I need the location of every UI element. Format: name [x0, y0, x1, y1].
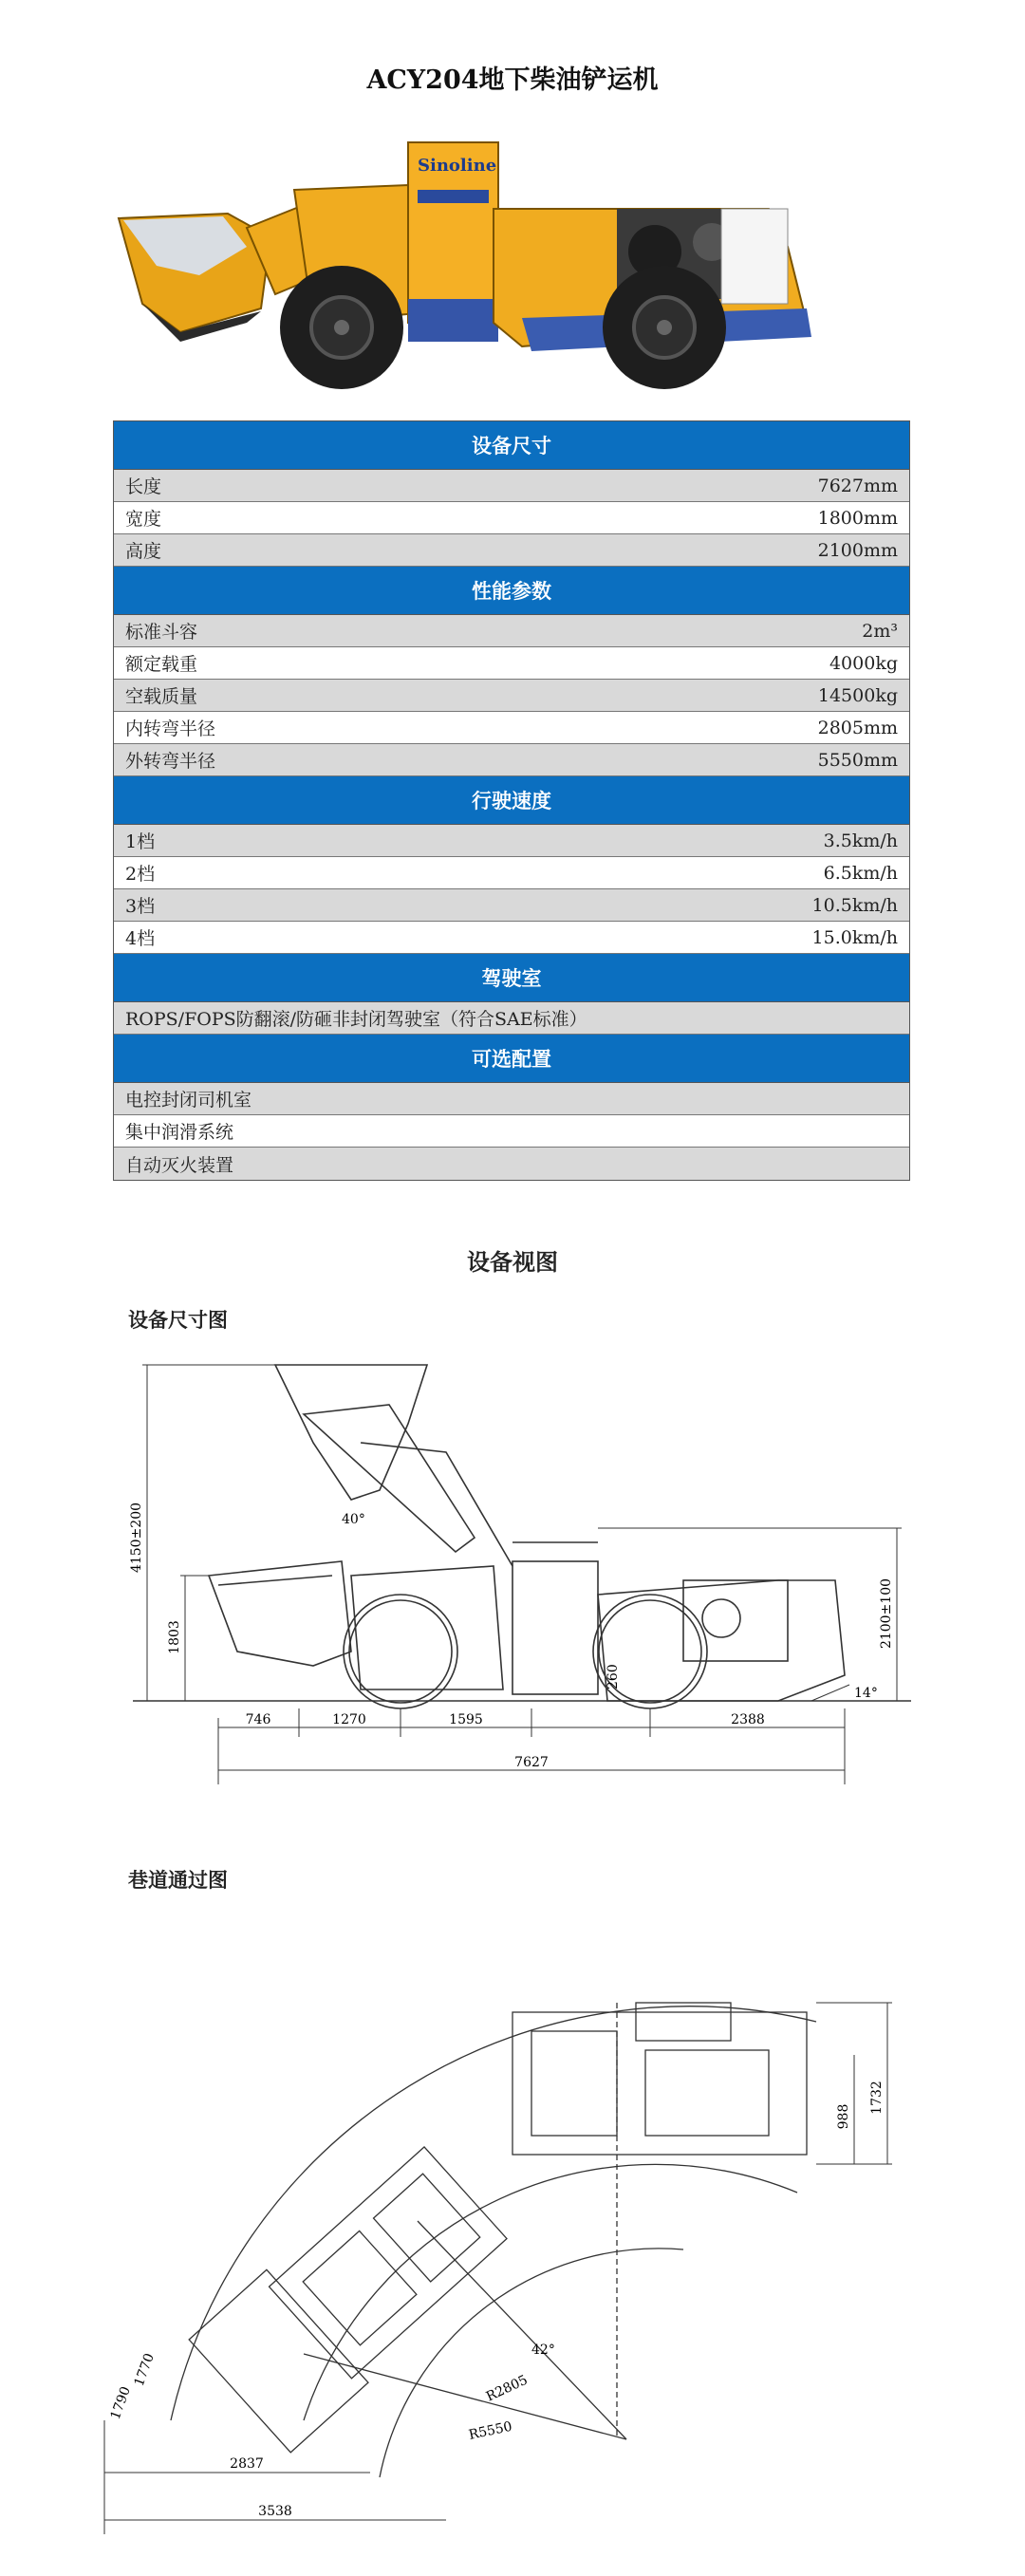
passage-x1: 2837 [230, 2456, 264, 2472]
spec-label: 1档 [125, 831, 156, 852]
dim-seg-1: 746 [245, 1712, 271, 1727]
spec-row-height [114, 534, 909, 567]
passage-width-outer: 1732 [869, 2081, 885, 2115]
spec-value: 3.5km/h [823, 830, 898, 851]
spec-label: 标准斗容 [125, 622, 198, 643]
spec-label: 自动灭火装置 [125, 1154, 234, 1176]
spec-value: 2100mm [817, 539, 898, 561]
spec-label: 集中润滑系统 [125, 1122, 234, 1143]
spec-label: 3档 [125, 896, 156, 917]
spec-label: ROPS/FOPS防翻滚/防砸非封闭驾驶室（符合SAE标准） [125, 1009, 587, 1030]
passage-r-inner: R2805 [483, 2372, 531, 2405]
spec-row-option-fire [114, 1148, 909, 1180]
passage-w2: 1790 [107, 2384, 134, 2422]
dim-seg-4: 2388 [731, 1712, 765, 1727]
dim-ground-clearance: 260 [606, 1664, 621, 1689]
spec-label: 宽度 [125, 509, 162, 530]
spec-value: 10.5km/h [811, 894, 898, 916]
passage-drawing [107, 1908, 930, 2534]
dim-bucket-angle: 40° [342, 1512, 365, 1527]
dim-seg-2: 1270 [332, 1712, 366, 1727]
spec-row-rated-load [114, 647, 909, 680]
spec-value: 1800mm [817, 507, 898, 529]
passage-r-outer: R5550 [467, 2418, 513, 2443]
section-heading-cab: 驾驶室 [114, 954, 909, 1002]
dim-seg-3: 1595 [449, 1712, 483, 1727]
spec-row-gear-4 [114, 922, 909, 954]
section-heading-dimensions: 设备尺寸 [114, 421, 909, 470]
spec-label: 空载质量 [125, 686, 198, 707]
spec-row-width [114, 502, 909, 534]
spec-label: 内转弯半径 [125, 719, 216, 739]
dim-bucket-height: 1803 [167, 1620, 182, 1654]
section-heading-performance: 性能参数 [114, 567, 909, 615]
spec-row-empty-mass [114, 680, 909, 712]
spec-row-gear-1 [114, 825, 909, 857]
spec-row-inner-radius [114, 712, 909, 744]
dim-height: 2100±100 [879, 1577, 894, 1650]
dim-total-height: 4150±200 [129, 1502, 144, 1574]
section-heading-options: 可选配置 [114, 1035, 909, 1083]
spec-label: 高度 [125, 541, 162, 562]
spec-value: 2805mm [817, 717, 898, 738]
spec-label: 额定载重 [125, 654, 198, 675]
spec-label: 长度 [125, 476, 162, 497]
dimension-drawing-title: 设备尺寸图 [128, 1308, 228, 1332]
passage-width-inner: 988 [836, 2103, 851, 2130]
spec-table [113, 420, 910, 1181]
passage-w1: 1770 [131, 2351, 158, 2389]
dim-total-length: 7627 [514, 1755, 549, 1770]
spec-row-option-lube [114, 1115, 909, 1148]
spec-value: 7627mm [817, 475, 898, 496]
spec-value: 14500kg [817, 684, 898, 706]
spec-label: 4档 [125, 928, 156, 949]
spec-label: 2档 [125, 864, 156, 885]
spec-row-gear-3 [114, 889, 909, 922]
passage-angle: 42° [531, 2343, 555, 2358]
spec-value: 4000kg [829, 652, 898, 674]
dimension-drawing [114, 1348, 930, 1784]
spec-row-outer-radius [114, 744, 909, 776]
dim-rear-angle: 14° [854, 1686, 878, 1701]
section-heading-speed: 行驶速度 [114, 776, 909, 825]
spec-row-option-cab [114, 1083, 909, 1115]
spec-row-gear-2 [114, 857, 909, 889]
passage-drawing-title: 巷道通过图 [128, 1868, 228, 1892]
spec-label: 外转弯半径 [125, 751, 216, 772]
views-heading: 设备视图 [467, 1248, 558, 1276]
brand-logo: Sinoline [418, 156, 497, 176]
passage-x2: 3538 [258, 2504, 292, 2519]
spec-value: 15.0km/h [811, 926, 898, 948]
spec-row-cab [114, 1002, 909, 1035]
spec-value: 2m³ [862, 620, 898, 642]
page-title: ACY204地下柴油铲运机 [366, 65, 659, 95]
spec-label: 电控封闭司机室 [125, 1090, 252, 1111]
loader-photo [104, 133, 921, 389]
spec-row-length [114, 470, 909, 502]
spec-value: 6.5km/h [823, 862, 898, 884]
spec-row-bucket-capacity [114, 615, 909, 647]
spec-value: 5550mm [817, 749, 898, 771]
